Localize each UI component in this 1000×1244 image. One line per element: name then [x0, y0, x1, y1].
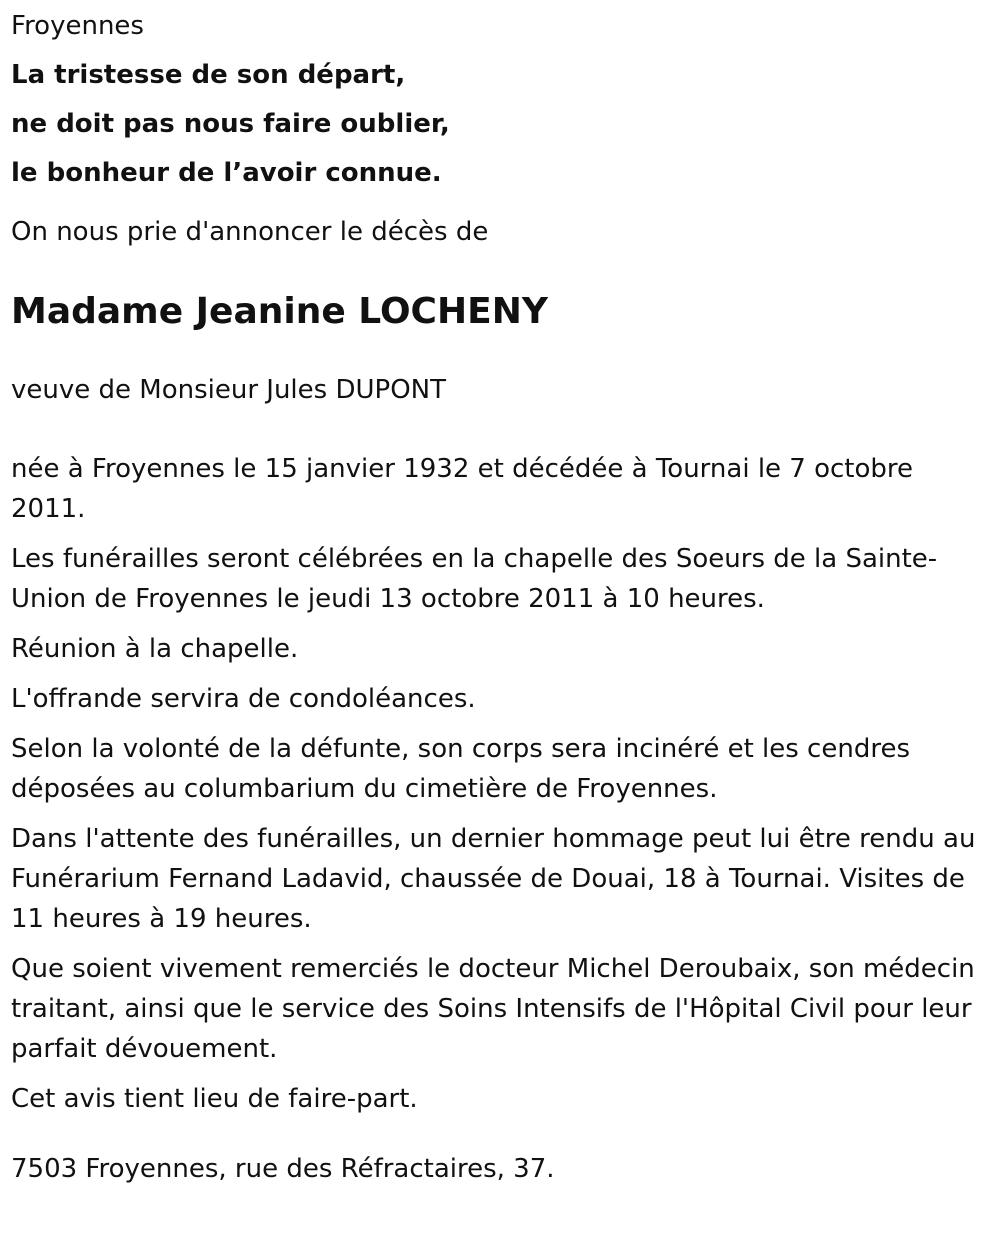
funeral-details: Les funérailles seront célébrées en la chapelle des Soeurs de la Sainte-Union de Froyennes le jeudi 13 octobre 2011 à 10 heures. [11, 544, 938, 614]
acknowledgements: Que soient vivement remerciés le docteur Michel Deroubaix, son médecin traitant, ainsi que le service des Soins Intensifs de l'Hôpital Civil pour leur parfait dévouement. [11, 954, 975, 1064]
family-address: 7503 Froyennes, rue des Réfractaires, 37. [11, 1154, 555, 1184]
poem-line-3: le bonheur de l’avoir connue. [11, 158, 442, 188]
poem-block [11, 55, 1000, 193]
deceased-name: Madame Jeanine LOCHENY [11, 291, 548, 332]
announcement-intro: On nous prie d'annoncer le décès de [11, 217, 489, 247]
gathering-details: Réunion à la chapelle. [11, 634, 299, 664]
cremation-details: Selon la volonté de la défunte, son corps sera incinéré et les cendres déposées au columbarium du cimetière de Froyennes. [11, 734, 910, 804]
notice-city: Froyennes [11, 11, 144, 41]
visitation-details: Dans l'attente des funérailles, un dernier hommage peut lui être rendu au Funérarium Fernand Ladavid, chaussée de Douai, 18 à Tournai. Visites de 11 heures à 19 heures. [11, 824, 976, 934]
birth-death-details: née à Froyennes le 15 janvier 1932 et décédée à Tournai le 7 octobre 2011. [11, 454, 914, 524]
poem-line-1: La tristesse de son départ, [11, 60, 406, 90]
notice-statement: Cet avis tient lieu de faire-part. [11, 1084, 418, 1114]
notice-body [11, 449, 986, 1119]
condolences-details: L'offrande servira de condoléances. [11, 684, 476, 714]
poem-line-2: ne doit pas nous faire oublier, [11, 109, 450, 139]
widow-of: veuve de Monsieur Jules DUPONT [11, 375, 446, 405]
